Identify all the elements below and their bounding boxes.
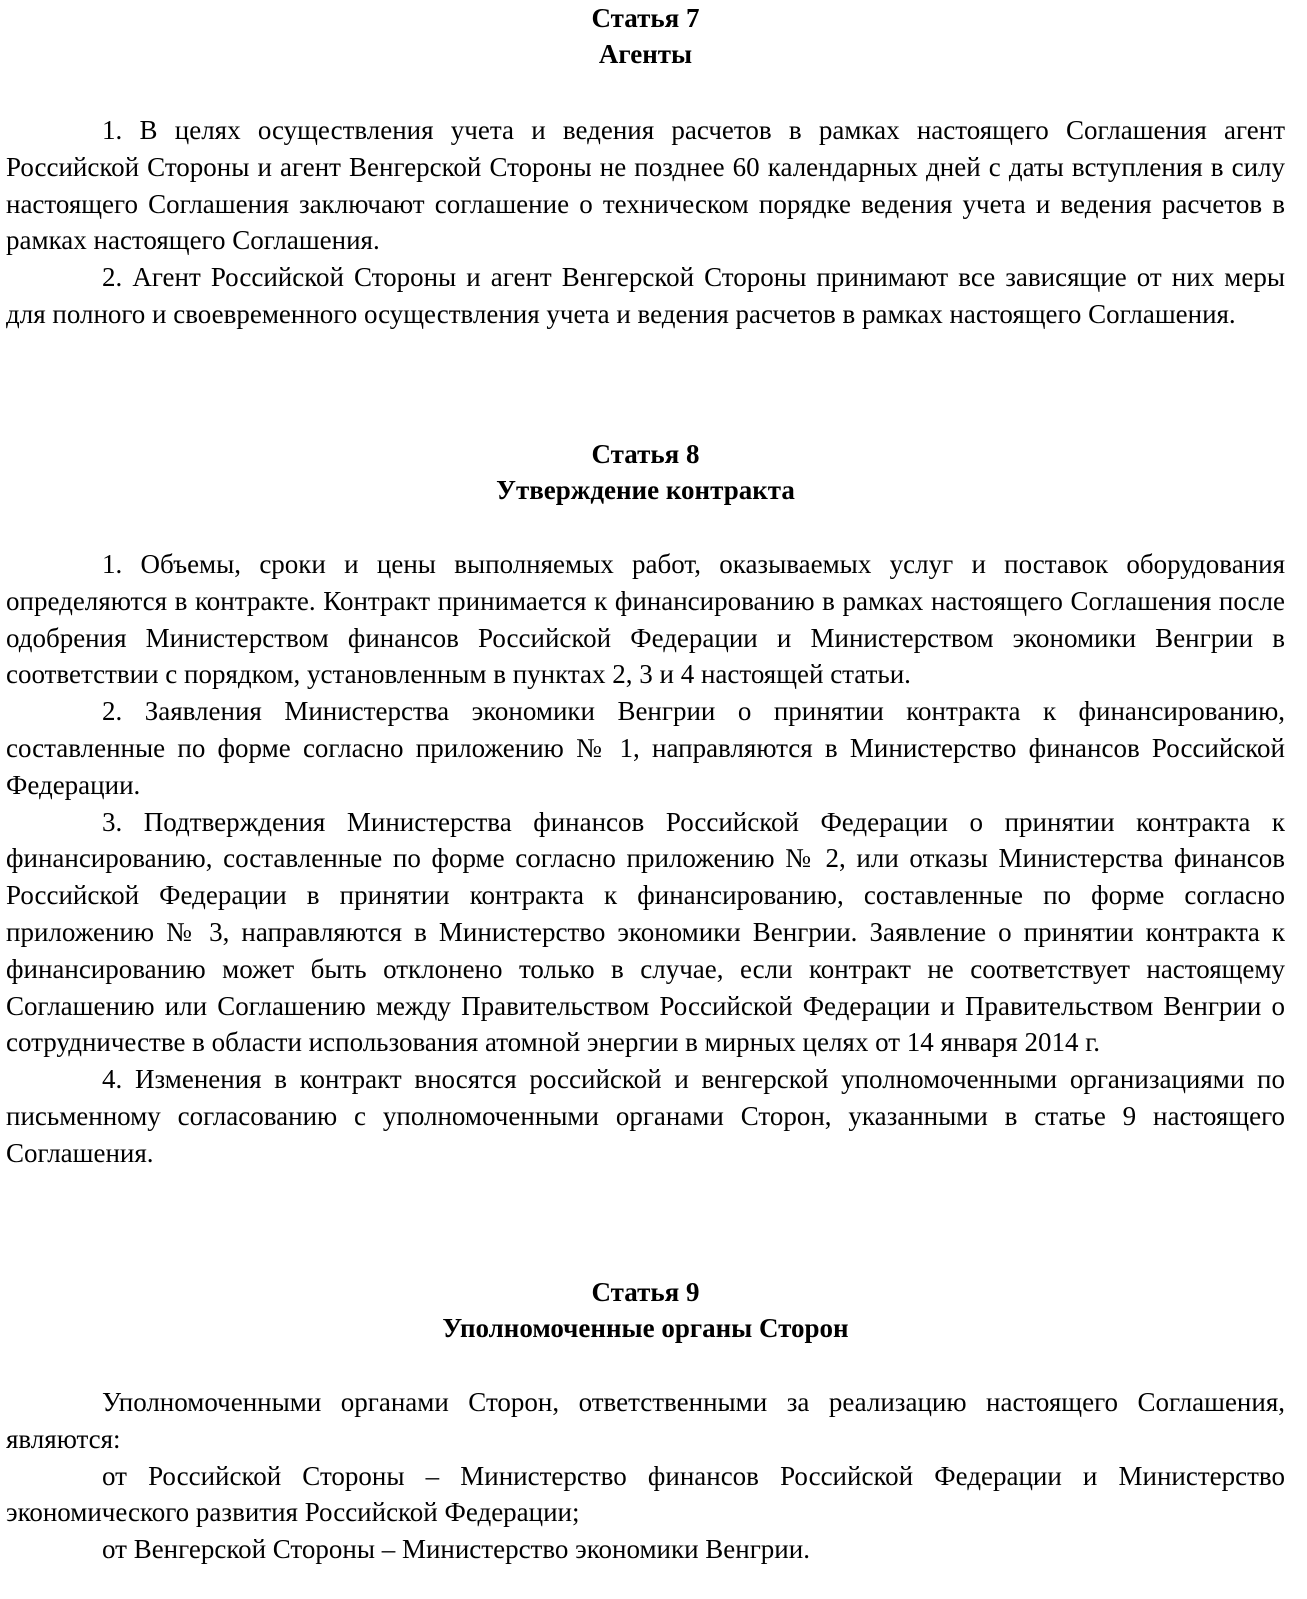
article-8-paragraph-4: 4. Изменения в контракт вносятся российской и венгерской уполномоченными организациями по письменному согласованию с уполномоченными органами Сторон, указанными в статье 9 настоящего Соглашения. [6,1064,1285,1168]
article-9-paragraph-2: от Российской Стороны – Министерство финансов Российской Федерации и Министерство экономического развития Российской Федерации; [6,1460,1285,1528]
article-8-body [6,546,1285,1172]
article-8-paragraph-3: 3. Подтверждения Министерства финансов Российской Федерации о принятии контракта к финансированию, составленные по форме согласно приложению № 2, или отказы Министерства финансов Российской Федерации в принятии контракта к финансированию, составленные по форме согласно приложению № 3, направляются в Министерство экономики Венгрии. Заявление о принятии контракта к финансированию может быть отклонено только в случае, если контракт не соответствует настоящему Соглашению или Соглашению между Правительством Российской Федерации и Правительством Венгрии о сотрудничестве в области использования атомной энергии в мирных целях от 14 января 2014 г. [6,806,1285,1058]
article-9 [6,1274,1285,1568]
article-8-number: Статья 8 [591,439,700,469]
article-7-paragraph-2: 2. Агент Российской Стороны и агент Венгерской Стороны принимают все зависящие от них меры для полного и своевременного осуществления учета и ведения расчетов в рамках настоящего Соглашения. [6,262,1285,329]
article-9-paragraph-3: от Венгерской Стороны – Министерство экономики Венгрии. [102,1534,810,1565]
article-9-body [6,1384,1285,1568]
article-8-title: Утверждение контракта [496,475,795,505]
article-8-paragraph-2: 2. Заявления Министерства экономики Венгрии о принятии контракта к финансированию, составленные по форме согласно приложению № 1, направляются в Министерство финансов Российской Федерации. [6,696,1285,800]
article-7-paragraph-1: 1. В целях осуществления учета и ведения расчетов в рамках настоящего Соглашения агент Российской Стороны и агент Венгерской Стороны не позднее 60 календарных дней с даты вступления в силу настоящего Соглашения заключают соглашение о техническом порядке ведения учета и ведения расчетов в рамках настоящего Соглашения. [6,115,1285,256]
article-7-body [6,112,1285,333]
article-9-paragraph-1: Уполномоченными органами Сторон, ответственными за реализацию настоящего Соглашения, являются: [6,1387,1285,1454]
article-8 [6,436,1285,1172]
article-8-paragraph-1: 1. Объемы, сроки и цены выполняемых работ, оказываемых услуг и поставок оборудования определяются в контракте. Контракт принимается к финансированию в рамках настоящего Соглашения после одобрения Министерством финансов Российской Федерации и Министерством экономики Венгрии в соответствии с порядком, установленным в пунктах 2, 3 и 4 настоящей статьи. [6,549,1285,690]
article-9-title: Уполномоченные органы Сторон [442,1313,849,1343]
article-7-title: Агенты [598,39,693,69]
article-7-number: Статья 7 [591,3,700,33]
article-7 [6,0,1285,333]
article-9-number: Статья 9 [591,1277,700,1307]
